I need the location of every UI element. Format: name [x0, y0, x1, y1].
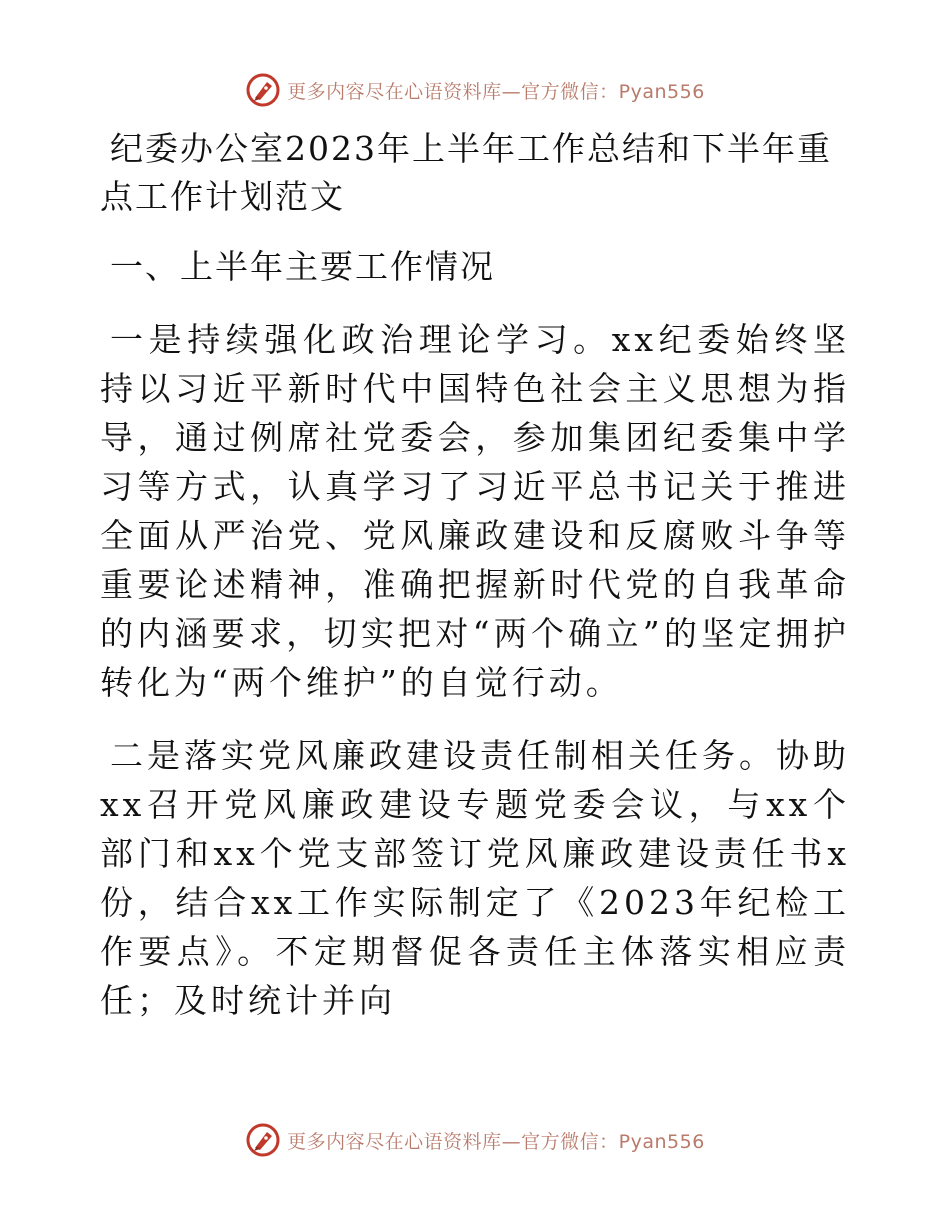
watermark-text: 更多内容尽在心语资料库—官方微信：Pyan556: [287, 1130, 705, 1153]
watermark-header: [0, 70, 950, 110]
section-heading: 一、上半年主要工作情况: [110, 247, 495, 286]
document-body: [100, 125, 850, 1025]
paragraph-2: 二是落实党风廉政建设责任制相关任务。协助xx召开党风廉政建设专题党委会议，与xx个部门和xx个党支部签订党风廉政建设责任书x份，结合xx工作实际制定了《2023年纪检工作要点》。不定期督促各责任主体落实相应责任；及时统计并向: [100, 736, 850, 1020]
watermark-text: 更多内容尽在心语资料库—官方微信：Pyan556: [287, 80, 705, 103]
document-title: 纪委办公室2023年上半年工作总结和下半年重点工作计划范文: [100, 129, 832, 216]
fountain-pen-logo-icon: [245, 1122, 281, 1158]
watermark-footer: [0, 1120, 950, 1160]
fountain-pen-logo-icon: [245, 72, 281, 108]
paragraph-1: 一是持续强化政治理论学习。xx纪委始终坚持以习近平新时代中国特色社会主义思想为指导，通过例席社党委会，参加集团纪委集中学习等方式，认真学习了习近平总书记关于推进全面从严治党、党风廉政建设和反腐败斗争等重要论述精神，准确把握新时代党的自我革命的内涵要求，切实把对“两个确立”的坚定拥护转化为“两个维护”的自觉行动。: [100, 320, 850, 702]
